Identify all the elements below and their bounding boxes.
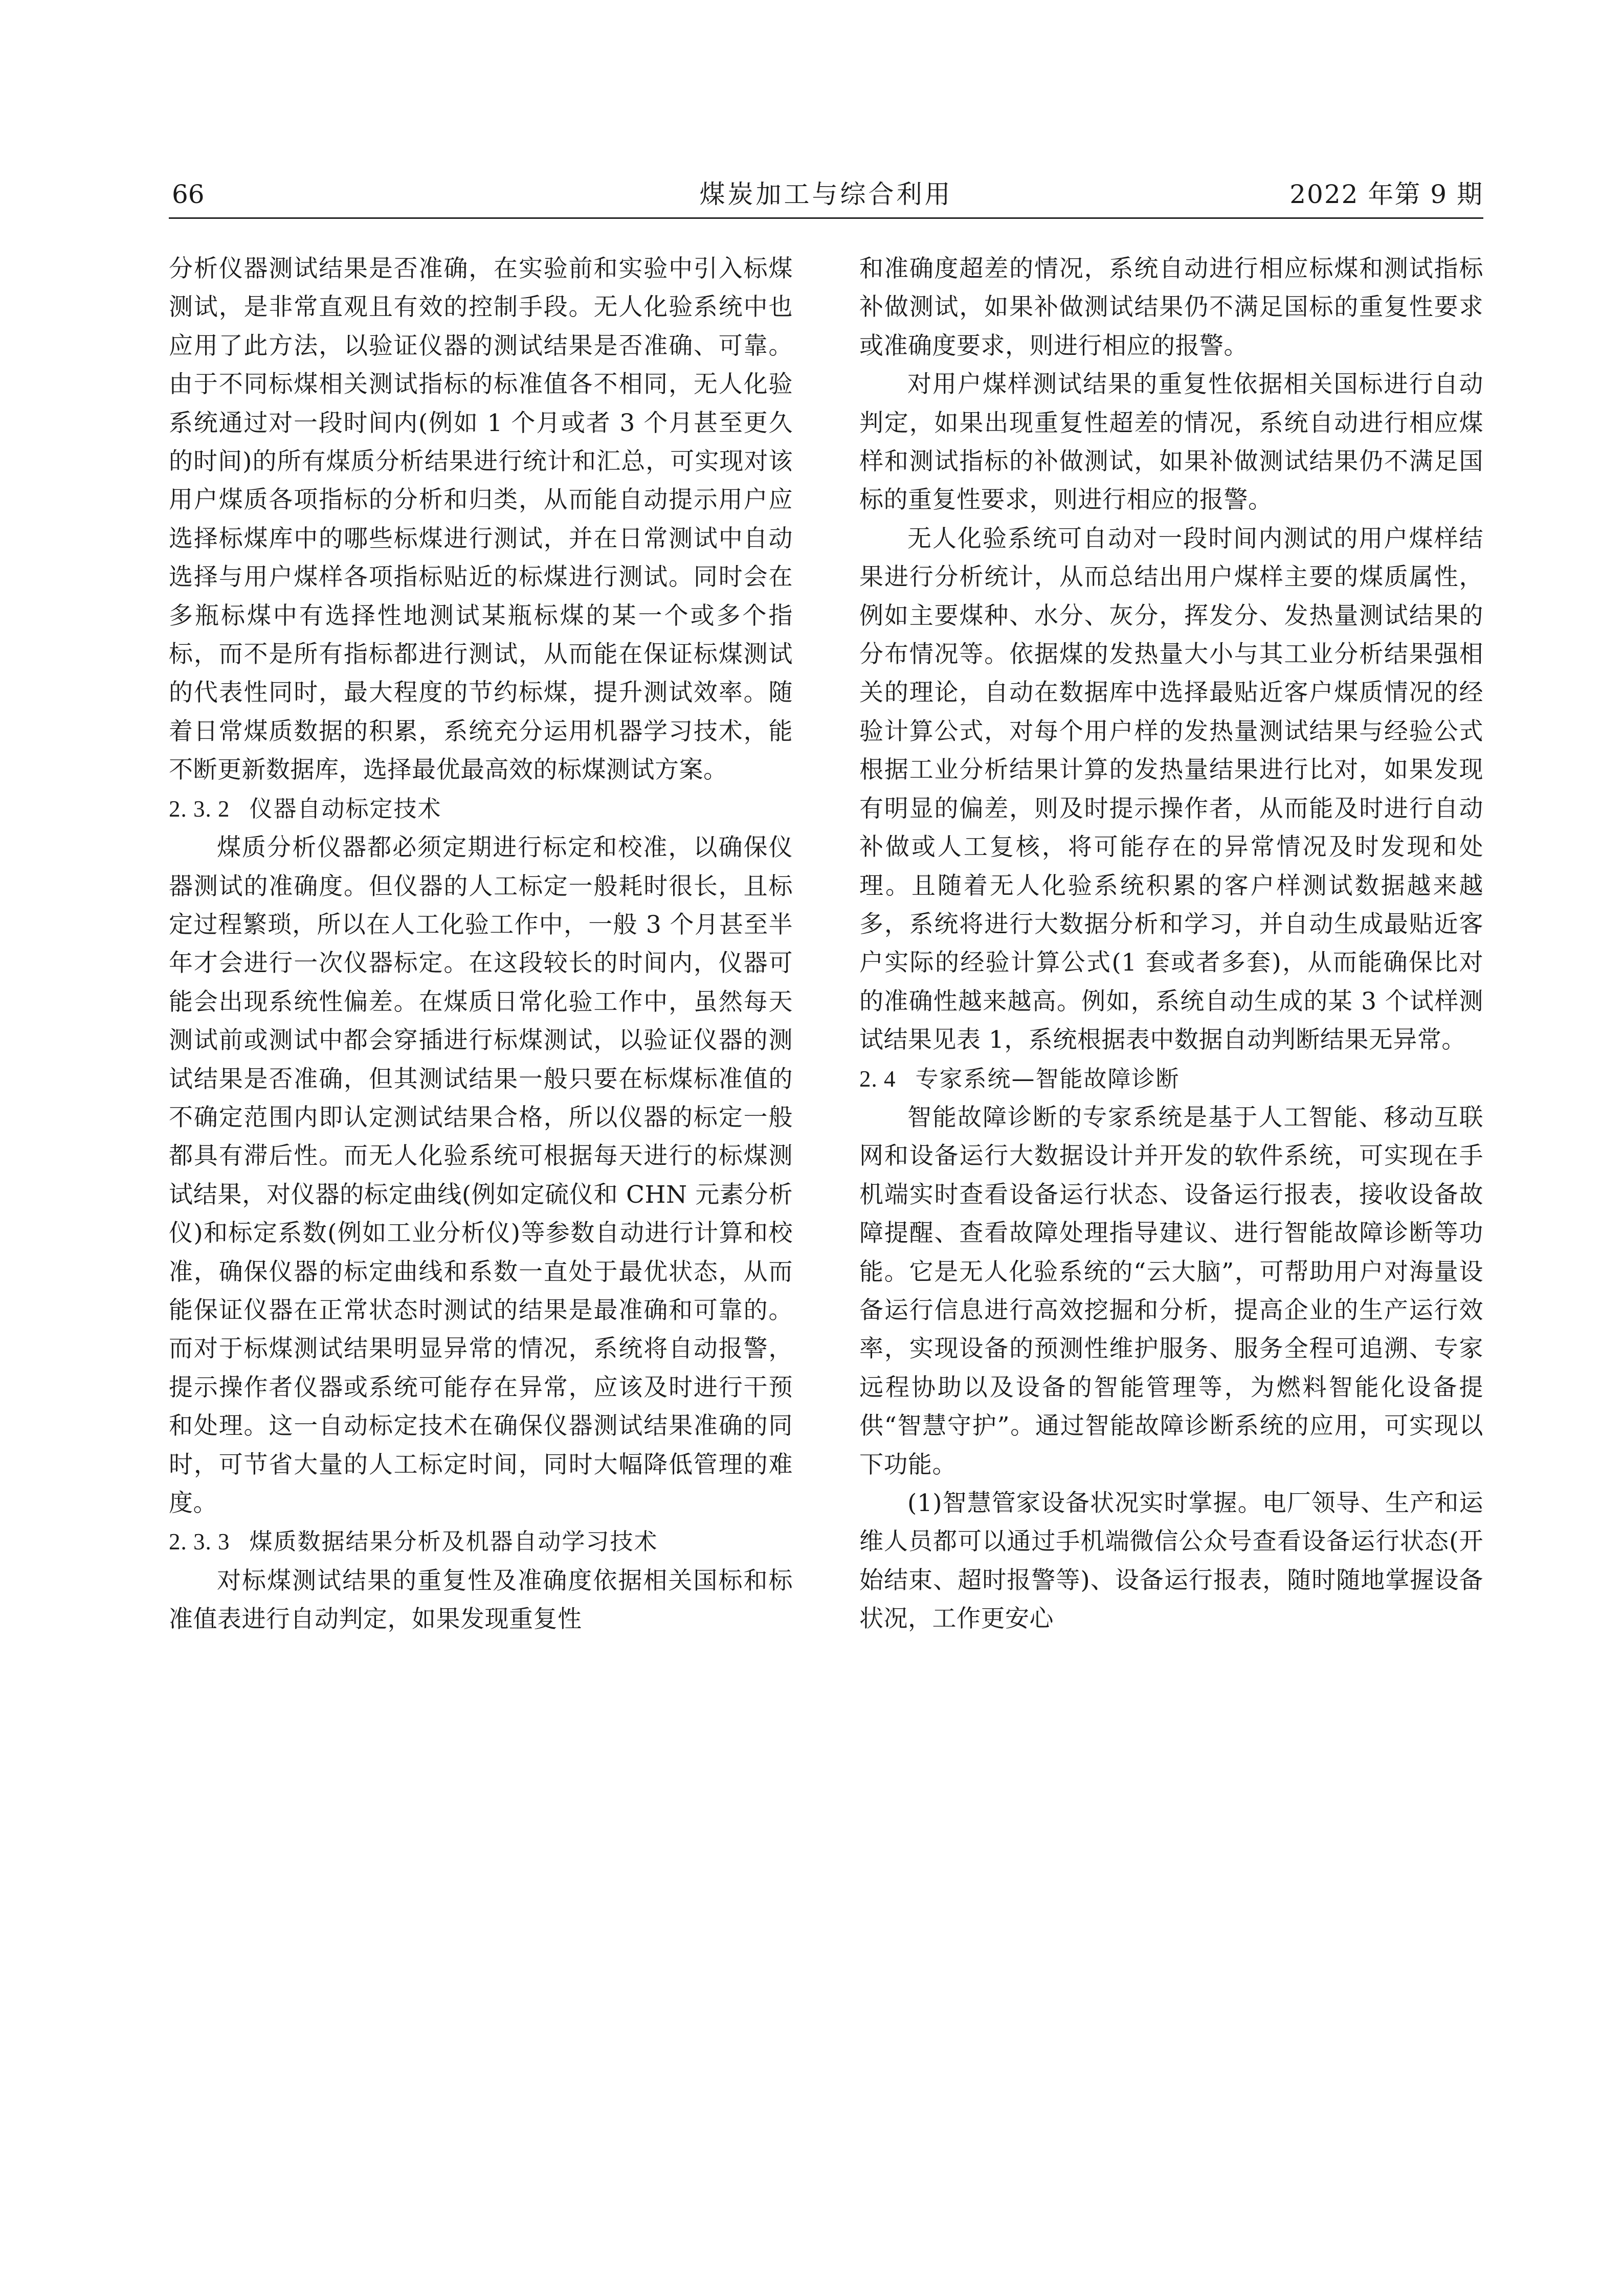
section-title: 仪器自动标定技术 [249, 795, 442, 822]
section-heading-2-3-3 [169, 1522, 793, 1561]
paragraph: (1)智慧管家设备状况实时掌握。电厂领导、生产和运维人员都可以通过手机端微信公众号查看设备运行状态(开始结束、超时报警等)、设备运行报表，随时随地掌握设备状况，工作更安心 [859, 1489, 1483, 1633]
section-number: 2. 3. 3 [169, 1529, 230, 1555]
paragraph: 无人化验系统可自动对一段时间内测试的用户煤样结果进行分析统计，从而总结出用户煤样主要的煤质属性，例如主要煤种、水分、灰分，挥发分、发热量测试结果的分布情况等。依据煤的发热量大小与其工业分析结果强相关的理论，自动在数据库中选择最贴近客户煤质情况的经验计算公式，对每个用户样的发热量测试结果与经验公式根据工业分析结果计算的发热量结果进行比对，如果发现有明显的偏差，则及时提示操作者，从而能及时进行自动补做或人工复核，将可能存在的异常情况及时发现和处理。且随着无人化验系统积累的客户样测试数据越来越多，系统将进行大数据分析和学习，并自动生成最贴近客户实际的经验计算公式(1 套或者多套)，从而能确保比对的准确性越来越高。例如，系统自动生成的某 3 个试样测试结果见表 1，系统根据表中数据自动判断结果无异常。 [859, 524, 1483, 1054]
page-header [169, 176, 1483, 212]
section-number: 2. 3. 2 [169, 796, 230, 822]
right-column [859, 250, 1483, 1638]
section-number: 2. 4 [859, 1066, 896, 1092]
page-number: 66 [172, 179, 205, 209]
section-heading-2-4 [859, 1060, 1483, 1098]
paragraph: 煤质分析仪器都必须定期进行标定和校准，以确保仪器测试的准确度。但仪器的人工标定一般耗时很长，且标定过程繁琐，所以在人工化验工作中，一般 3 个月甚至半年才会进行一次仪器标定。在这段较长的时间内，仪器可能会出现系统性偏差。在煤质日常化验工作中，虽然每天测试前或测试中都会穿插进行标煤测试，以验证仪器的测试结果是否准确，但其测试结果一般只要在标煤标准值的不确定范围内即认定测试结果合格，所以仪器的标定一般都具有滞后性。而无人化验系统可根据每天进行的标煤测试结果，对仪器的标定曲线(例如定硫仪和 CHN 元素分析仪)和标定系数(例如工业分析仪)等参数自动进行计算和校准，确保仪器的标定曲线和系数一直处于最优状态，从而能保证仪器在正常状态时测试的结果是最准确和可靠的。而对于标煤测试结果明显异常的情况，系统将自动报警，提示操作者仪器或系统可能存在异常，应该及时进行干预和处理。这一自动标定技术在确保仪器测试结果准确的同时，可节省大量的人工标定时间，同时大幅降低管理的难度。 [169, 834, 793, 1517]
section-heading-2-3-2 [169, 790, 793, 828]
paragraph: 对用户煤样测试结果的重复性依据相关国标进行自动判定，如果出现重复性超差的情况，系统自动进行相应煤样和测试指标的补做测试，如果补做测试结果仍不满足国标的重复性要求，则进行相应的报警。 [859, 370, 1483, 514]
section-title: 煤质数据结果分析及机器自动学习技术 [249, 1528, 658, 1556]
paragraph: 和准确度超差的情况，系统自动进行相应标煤和测试指标补做测试，如果补做测试结果仍不满足国标的重复性要求或准确度要求，则进行相应的报警。 [859, 255, 1483, 360]
paragraph: 分析仪器测试结果是否准确，在实验前和实验中引入标煤测试，是非常直观且有效的控制手段。无人化验系统中也应用了此方法，以验证仪器的测试结果是否准确、可靠。由于不同标煤相关测试指标的标准值各不相同，无人化验系统通过对一段时间内(例如 1 个月或者 3 个月甚至更久的时间)的所有煤质分析结果进行统计和汇总，可实现对该用户煤质各项指标的分析和归类，从而能自动提示用户应选择标煤库中的哪些标煤进行测试，并在日常测试中自动选择与用户煤样各项指标贴近的标煤进行测试。同时会在多瓶标煤中有选择性地测试某瓶标煤的某一个或多个指标，而不是所有指标都进行测试，从而能在保证标煤测试的代表性同时，最大程度的节约标煤，提升测试效率。随着日常煤质数据的积累，系统充分运用机器学习技术，能不断更新数据库，选择最优最高效的标煤测试方案。 [169, 255, 793, 784]
section-title: 专家系统—智能故障诊断 [915, 1065, 1180, 1092]
journal-title: 煤炭加工与综合利用 [699, 179, 953, 209]
header-divider [169, 217, 1483, 219]
paragraph: 对标煤测试结果的重复性及准确度依据相关国标和标准值表进行自动判定，如果发现重复性 [169, 1566, 793, 1634]
left-column [169, 250, 793, 1639]
paragraph: 智能故障诊断的专家系统是基于人工智能、移动互联网和设备运行大数据设计并开发的软件系统，可实现在手机端实时查看设备运行状态、设备运行报表，接收设备故障提醒、查看故障处理指导建议、进行智能故障诊断等功能。它是无人化验系统的“云大脑”，可帮助用户对海量设备运行信息进行高效挖掘和分析，提高企业的生产运行效率，实现设备的预测性维护服务、服务全程可追溯、专家远程协助以及设备的智能管理等，为燃料智能化设备提供“智慧守护”。通过智能故障诊断系统的应用，可实现以下功能。 [859, 1103, 1483, 1479]
issue-label: 2022 年第 9 期 [1289, 179, 1483, 209]
